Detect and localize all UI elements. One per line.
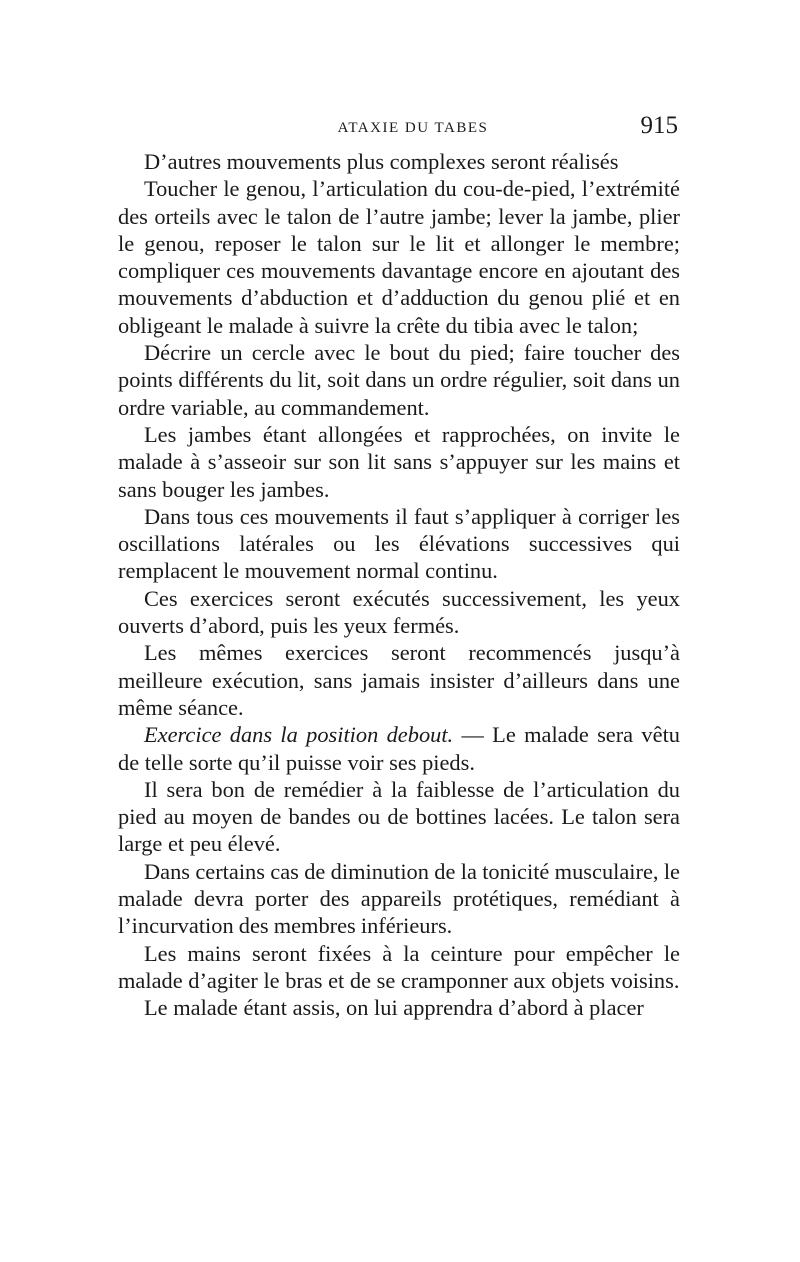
paragraph-text: Le malade étant assis, on lui apprendra d’abord à placer [144, 995, 644, 1021]
paragraph [118, 721, 680, 776]
paragraph [118, 940, 680, 995]
paragraph-text: D’autres mouvements plus complexes seront réalisés [144, 149, 619, 174]
paragraph [118, 776, 680, 858]
paragraph-text: Il sera bon de remédier à la faiblesse de l’articulation du pied au moyen de bandes ou de bottines lacées. Le talon sera large et peu élevé. [118, 776, 680, 857]
page-number: 915 [640, 112, 678, 139]
paragraph [118, 339, 680, 421]
paragraph [118, 148, 680, 175]
paragraph [118, 585, 680, 640]
section-heading-italic: Exercice dans la position debout. [144, 722, 454, 748]
running-title: ATAXIE DU TABES [337, 120, 489, 136]
paragraph [118, 421, 680, 503]
paragraph-text: Décrire un cercle avec le bout du pied; faire toucher des points différents du lit, soit dans un ordre régulier, soit dans un ordre variable, au commandement. [118, 340, 680, 420]
paragraph-text: Toucher le genou, l’articulation du cou-de-pied, l’extrémité des orteils avec le talon de l’autre jambe; lever la jambe, plier le genou, reposer le talon sur le lit et allonger le membre; compliquer ces mouvements davantage encore en ajoutant des mouvements d’abduction et d’adduction du genou plié et en obligeant le malade à suivre la crête du tibia avec le talon; [118, 176, 680, 338]
paragraph-text: Dans certains cas de diminution de la tonicité musculaire, le malade devra porter des appareils protétiques, remédiant à l’incurvation des membres inférieurs. [118, 858, 680, 939]
paragraph [118, 639, 680, 721]
paragraph [118, 858, 680, 940]
running-head [118, 112, 678, 142]
paragraph-text: Les jambes étant allongées et rapprochées, on invite le malade à s’asseoir sur son lit sans s’appuyer sur les mains et sans bouger les jambes. [118, 421, 680, 502]
paragraph [118, 175, 680, 339]
paragraph-text: — Le malade sera vêtu de telle sorte qu’il puisse voir ses pieds. [118, 722, 680, 775]
paragraph-text: Dans tous ces mouvements il faut s’appliquer à corriger les oscillations latérales ou les élévations successives qui remplacent le mouvement normal continu. [118, 503, 680, 584]
paragraph [118, 503, 680, 585]
paragraph [118, 994, 680, 1021]
paragraph-text: Les mêmes exercices seront recommencés jusqu’à meilleure exécution, sans jamais insister d’ailleurs dans une même séance. [118, 640, 680, 720]
body-text [118, 148, 680, 1022]
paragraph-text: Ces exercices seront exécutés successivement, les yeux ouverts d’abord, puis les yeux fermés. [118, 585, 680, 639]
paragraph-text: Les mains seront fixées à la ceinture pour empêcher le malade d’agiter le bras et de se cramponner aux objets voisins. [118, 940, 680, 993]
